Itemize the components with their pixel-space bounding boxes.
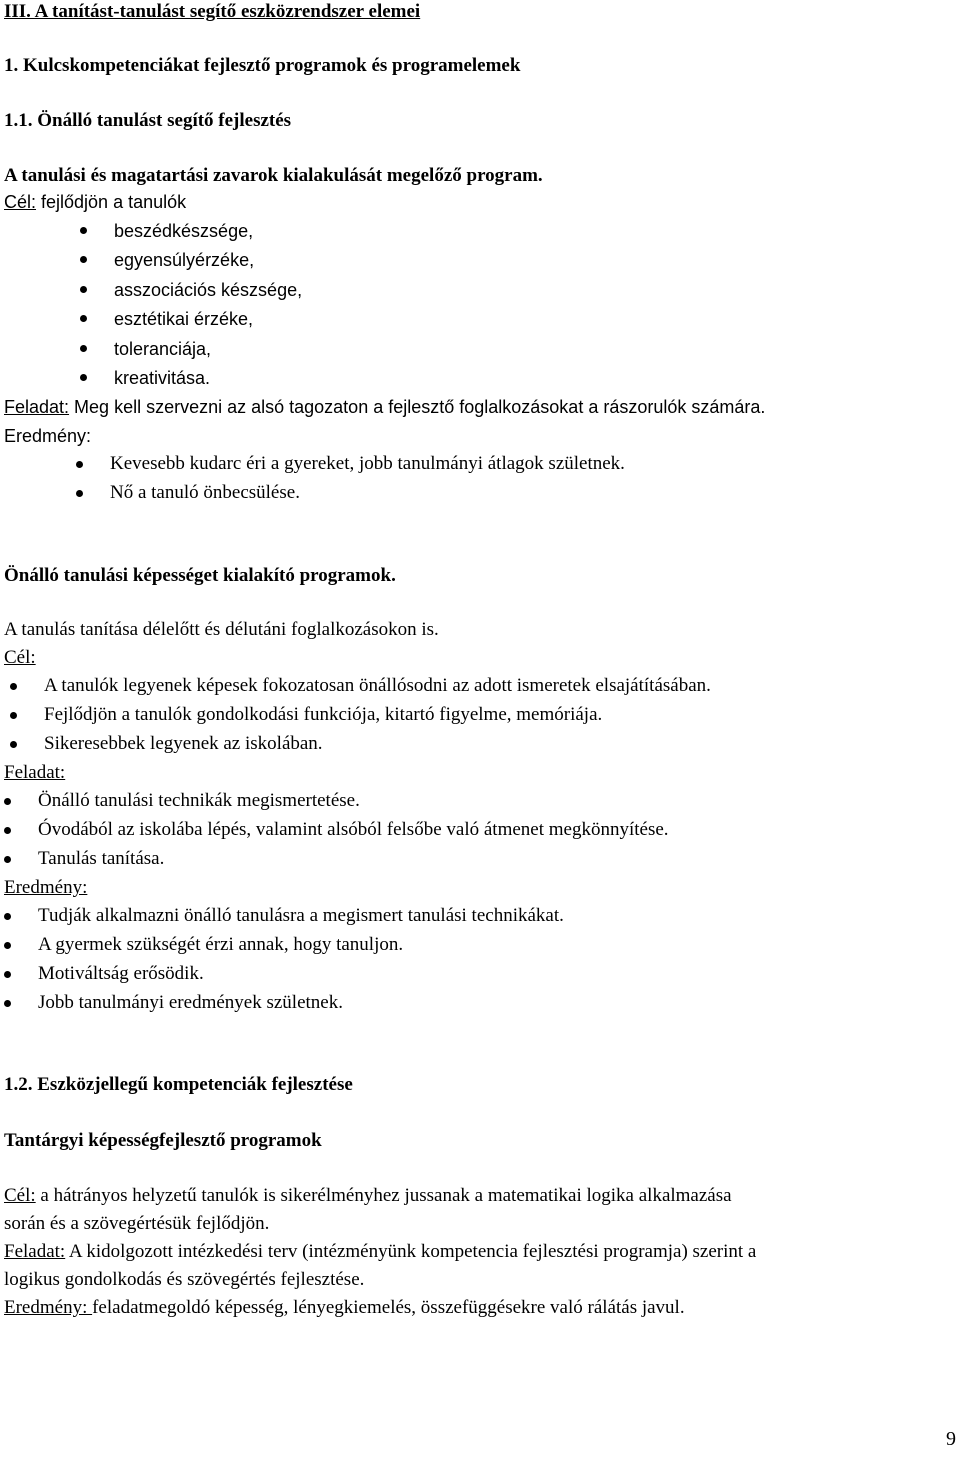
bullet-icon xyxy=(4,856,11,863)
list-item: beszédkészsége, xyxy=(114,221,254,241)
eredmeny-label: Eredmény: xyxy=(4,877,88,898)
list-item: Tanulás tanítása. xyxy=(38,848,165,869)
section2-heading: Önálló tanulási képességet kialakító programok. xyxy=(4,565,396,586)
chapter-heading: III. A tanítást-tanulást segítő eszközrendszer elemei xyxy=(4,1,421,22)
cel-text: a hátrányos helyzetű tanulók is sikerélményhez jussanak a matematikai logika alkalmazása xyxy=(35,1185,732,1206)
cel-continuation: során és a szövegértésük fejlődjön. xyxy=(4,1213,270,1234)
section3-subheading: Tantárgyi képességfejlesztő programok xyxy=(4,1130,322,1151)
bullet-icon xyxy=(10,741,17,748)
bullet-icon xyxy=(80,315,87,322)
list-item: Jobb tanulmányi eredmények születnek. xyxy=(38,992,343,1013)
list-item: toleranciája, xyxy=(114,339,212,359)
eredmeny-paragraph xyxy=(4,1296,685,1320)
cel-label: Cél: xyxy=(4,1185,36,1206)
feladat-paragraph xyxy=(4,1240,756,1264)
list-item: Óvodából az iskolába lépés, valamint alsóból felsőbe való átmenet megkönnyítése. xyxy=(38,819,669,840)
feladat-label: Feladat: xyxy=(4,397,70,417)
feladat-label: Feladat: xyxy=(4,762,66,783)
bullet-icon xyxy=(80,227,87,234)
list-item: A tanulók legyenek képesek fokozatosan önállósodni az adott ismeretek elsajátításában. xyxy=(44,675,711,696)
cel-label: Cél: xyxy=(4,192,37,212)
list-item: Sikeresebbek legyenek az iskolában. xyxy=(44,733,323,754)
bullet-icon xyxy=(76,490,83,497)
list-item: Motiváltság erősödik. xyxy=(38,963,204,984)
eredmeny-text: feladatmegoldó képesség, lényegkiemelés, összefüggésekre való rálátás javul. xyxy=(92,1297,685,1318)
cel-paragraph xyxy=(4,190,186,214)
eredmeny-label: Eredmény: xyxy=(4,426,92,446)
bullet-icon xyxy=(80,345,87,352)
program-heading: A tanulási és magatartási zavarok kialakulását megelőző program. xyxy=(4,165,543,186)
bullet-icon xyxy=(4,942,11,949)
feladat-text: A kidolgozott intézkedési terv (intézményünk kompetencia fejlesztési programja) szerint a xyxy=(65,1241,757,1262)
bullet-icon xyxy=(4,1000,11,1007)
bullet-icon xyxy=(4,971,11,978)
bullet-icon xyxy=(10,712,17,719)
section-heading: 1. Kulcskompetenciákat fejlesztő programok és programelemek xyxy=(4,55,521,76)
list-item: esztétikai érzéke, xyxy=(114,309,254,329)
eredmeny-label: Eredmény: xyxy=(4,1297,93,1318)
list-item: Kevesebb kudarc éri a gyereket, jobb tanulmányi átlagok születnek. xyxy=(110,453,625,474)
feladat-label: Feladat: xyxy=(4,1241,66,1262)
list-item: Fejlődjön a tanulók gondolkodási funkciója, kitartó figyelme, memóriája. xyxy=(44,704,603,725)
cel-text: fejlődjön a tanulók xyxy=(36,192,187,212)
cel-paragraph xyxy=(4,1184,732,1208)
bullet-icon xyxy=(80,256,87,263)
section3-heading: 1.2. Eszközjellegű kompetenciák fejlesztése xyxy=(4,1074,353,1095)
bullet-icon xyxy=(4,827,11,834)
bullet-icon xyxy=(4,798,11,805)
list-item: egyensúlyérzéke, xyxy=(114,250,255,270)
page-number: 9 xyxy=(946,1428,956,1450)
list-item: asszociációs készsége, xyxy=(114,280,303,300)
section2-intro: A tanulás tanítása délelőtt és délutáni foglalkozásokon is. xyxy=(4,619,439,640)
bullet-icon xyxy=(76,461,83,468)
feladat-text: Meg kell szervezni az alsó tagozaton a fejlesztő foglalkozásokat a rászorulók számára. xyxy=(69,397,766,417)
feladat-continuation: logikus gondolkodás és szövegértés fejlesztése. xyxy=(4,1269,365,1290)
bullet-icon xyxy=(80,374,87,381)
cel-label: Cél: xyxy=(4,647,36,668)
list-item: Önálló tanulási technikák megismertetése. xyxy=(38,790,360,811)
subsection-heading: 1.1. Önálló tanulást segítő fejlesztés xyxy=(4,110,292,131)
bullet-icon xyxy=(80,286,87,293)
list-item: A gyermek szükségét érzi annak, hogy tanuljon. xyxy=(38,934,404,955)
bullet-icon xyxy=(10,683,17,690)
list-item: kreativitása. xyxy=(114,368,211,388)
feladat-paragraph xyxy=(4,395,765,419)
list-item: Nő a tanuló önbecsülése. xyxy=(110,482,300,503)
list-item: Tudják alkalmazni önálló tanulásra a megismert tanulási technikákat. xyxy=(38,905,564,926)
bullet-icon xyxy=(4,913,11,920)
